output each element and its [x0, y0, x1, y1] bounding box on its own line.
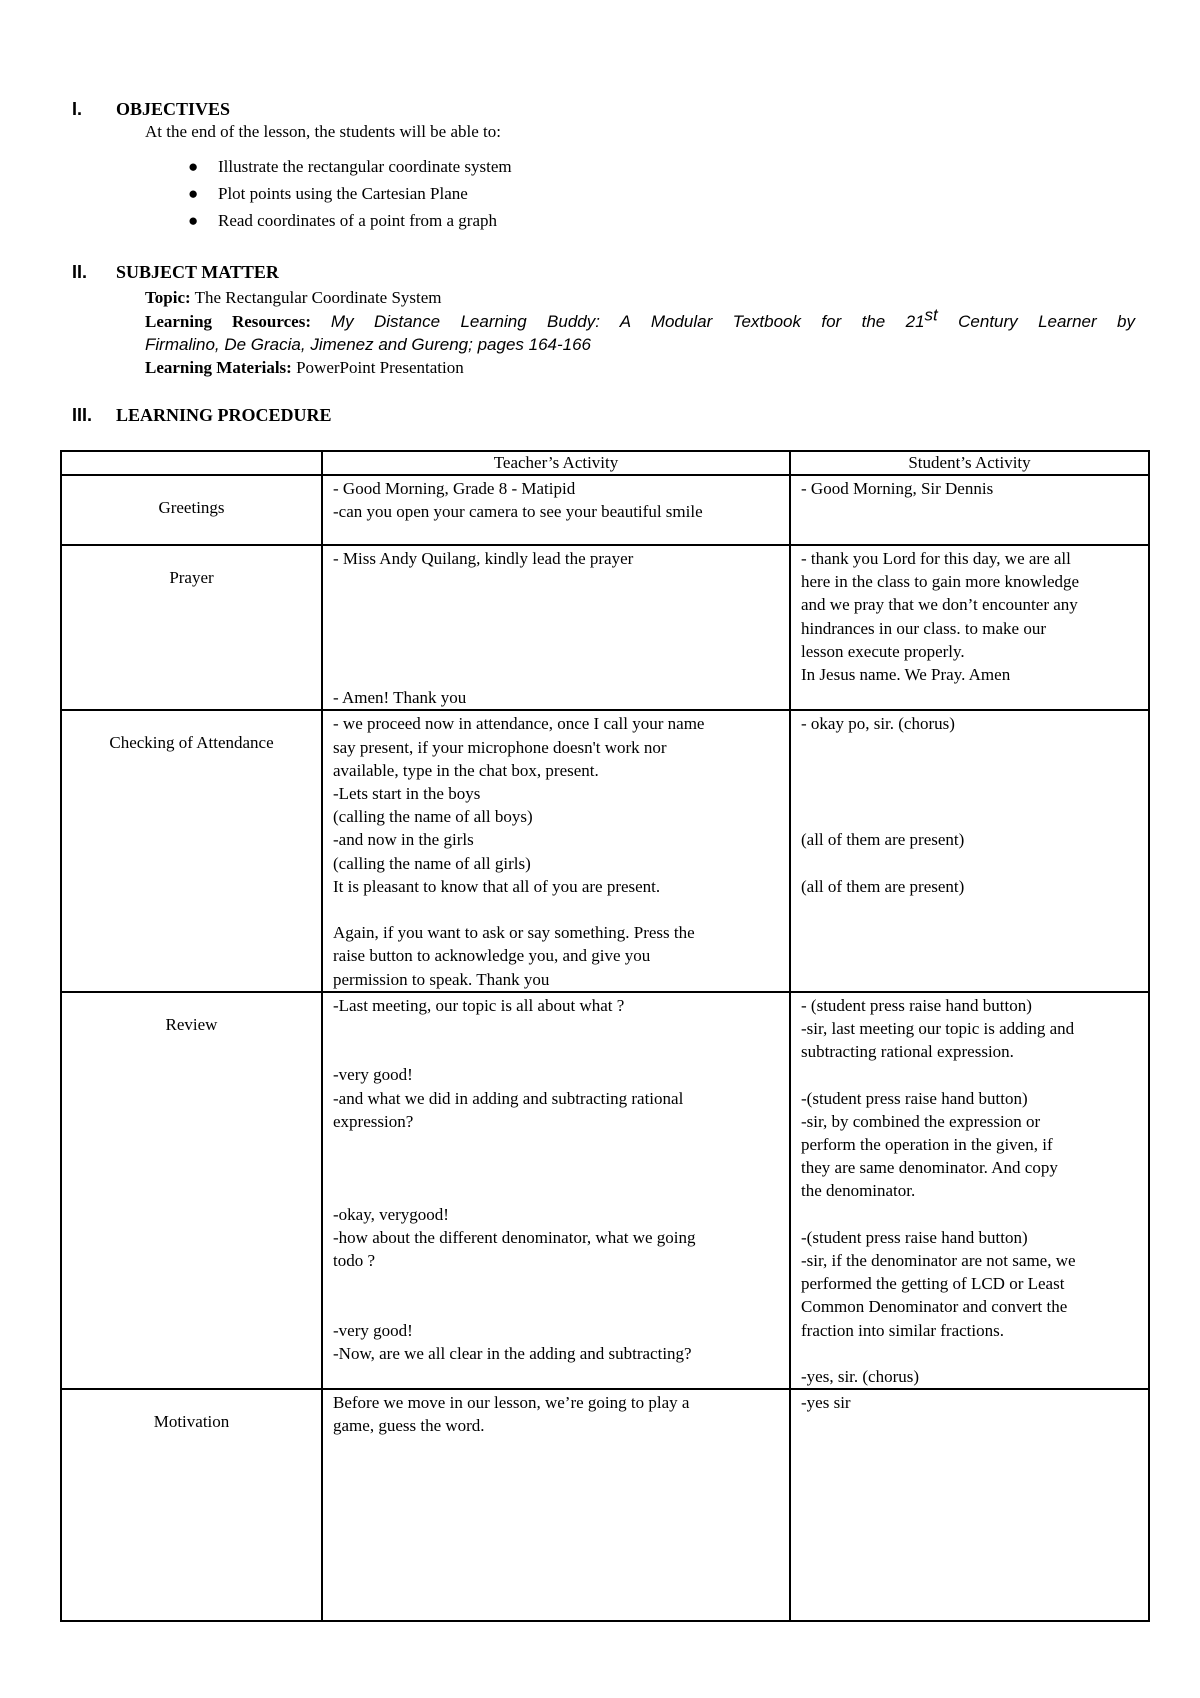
resources-superscript: st — [924, 305, 938, 325]
teacher-cell-attendance: - we proceed now in attendance, once I call your name say present, if your microphone doesn't work nor available, type in the chat box, present. -Lets start in the boys (calling the name of all boys) -and now in the girls (calling the name of all girls) It is pleasant to know that all of you are present. Again, if you want to ask or say something. Press the raise button to acknowledge you, and give you permission to speak. Thank you — [322, 710, 790, 991]
table-row — [61, 710, 1149, 991]
resources-authors: Firmalino, De Gracia, Jimenez and Gureng; pages 164-166 — [145, 335, 592, 354]
materials-value: PowerPoint Presentation — [296, 358, 464, 377]
table-row — [61, 545, 1149, 710]
objectives-intro: At the end of the lesson, the students will be able to: — [145, 122, 501, 141]
learning-procedure-table — [60, 450, 1150, 1622]
list-item: ● Plot points using the Cartesian Plane — [188, 184, 468, 203]
bullet-icon: ● — [188, 184, 199, 203]
teacher-cell-review: -Last meeting, our topic is all about what ? -very good! -and what we did in adding and subtracting rational expression? -okay, verygood! -how about the different denominator, what we going todo ? -very good! -Now, are we all clear in the adding and subtracting? — [322, 992, 790, 1389]
student-cell-greetings: - Good Morning, Sir Dennis — [790, 475, 1149, 545]
list-item: ● Illustrate the rectangular coordinate system — [188, 157, 512, 176]
objectives-title: OBJECTIVES — [116, 99, 231, 119]
header-student-activity: Student’s Activity — [790, 451, 1149, 475]
table-header-row — [61, 451, 1149, 475]
phase-review: Review — [61, 992, 322, 1389]
teacher-cell-greetings: - Good Morning, Grade 8 - Matipid -can you open your camera to see your beautiful smile — [322, 475, 790, 545]
objectives-list — [188, 156, 512, 237]
student-cell-attendance: - okay po, sir. (chorus) (all of them are present) (all of them are present) — [790, 710, 1149, 991]
resources-line-2 — [145, 333, 1135, 356]
table-row — [61, 475, 1149, 545]
resources-title-end: Century Learner by — [937, 312, 1136, 331]
phase-motivation: Motivation — [61, 1389, 322, 1621]
resources-title: My Distance Learning Buddy: A Modular Textbook for the 21 — [330, 312, 925, 331]
list-item: ● Read coordinates of a point from a graph — [188, 211, 497, 230]
topic-label: Topic: — [145, 288, 191, 307]
objectives-heading — [72, 99, 230, 120]
table-row — [61, 1389, 1149, 1621]
phase-prayer: Prayer — [61, 545, 322, 710]
phase-attendance: Checking of Attendance — [61, 710, 322, 991]
bullet-icon: ● — [188, 211, 199, 230]
subject-matter-heading — [72, 262, 279, 283]
student-cell-prayer: - thank you Lord for this day, we are all here in the class to gain more knowledge and we pray that we don’t encounter any hindrances in our class. to make our lesson execute properly. In Jesus name. We Pray. Amen — [790, 545, 1149, 710]
teacher-cell-motivation: Before we move in our lesson, we’re going to play a game, guess the word. — [322, 1389, 790, 1621]
table-row — [61, 992, 1149, 1389]
materials-line — [145, 356, 1135, 379]
resources-line — [145, 305, 1136, 333]
student-cell-motivation: -yes sir — [790, 1389, 1149, 1621]
header-cell-phase — [61, 451, 322, 475]
objectives-number: I. — [72, 99, 83, 119]
topic-value: The Rectangular Coordinate System — [194, 288, 442, 307]
procedure-title: LEARNING PROCEDURE — [116, 405, 332, 425]
header-teacher-activity: Teacher’s Activity — [322, 451, 790, 475]
student-cell-review: - (student press raise hand button) -sir, last meeting our topic is adding and subtracting rational expression. -(student press raise hand button) -sir, by combined the expression or perform the operation in the given, if they are same denominator. And copy the denominator. -(student press raise hand button) -sir, if the denominator are not same, we performed the getting of LCD or Least Common Denominator and convert the fraction into similar fractions. -yes, sir. (chorus) — [790, 992, 1149, 1389]
procedure-heading — [72, 405, 332, 426]
subject-matter-title: SUBJECT MATTER — [116, 262, 279, 282]
resources-label: Learning Resources: — [145, 312, 311, 331]
subject-matter-number: II. — [72, 262, 88, 282]
bullet-icon: ● — [188, 157, 199, 176]
procedure-number: III. — [72, 405, 93, 425]
teacher-cell-prayer: - Miss Andy Quilang, kindly lead the prayer - Amen! Thank you — [322, 545, 790, 710]
phase-greetings: Greetings — [61, 475, 322, 545]
topic-line — [145, 286, 1135, 309]
materials-label: Learning Materials: — [145, 358, 292, 377]
